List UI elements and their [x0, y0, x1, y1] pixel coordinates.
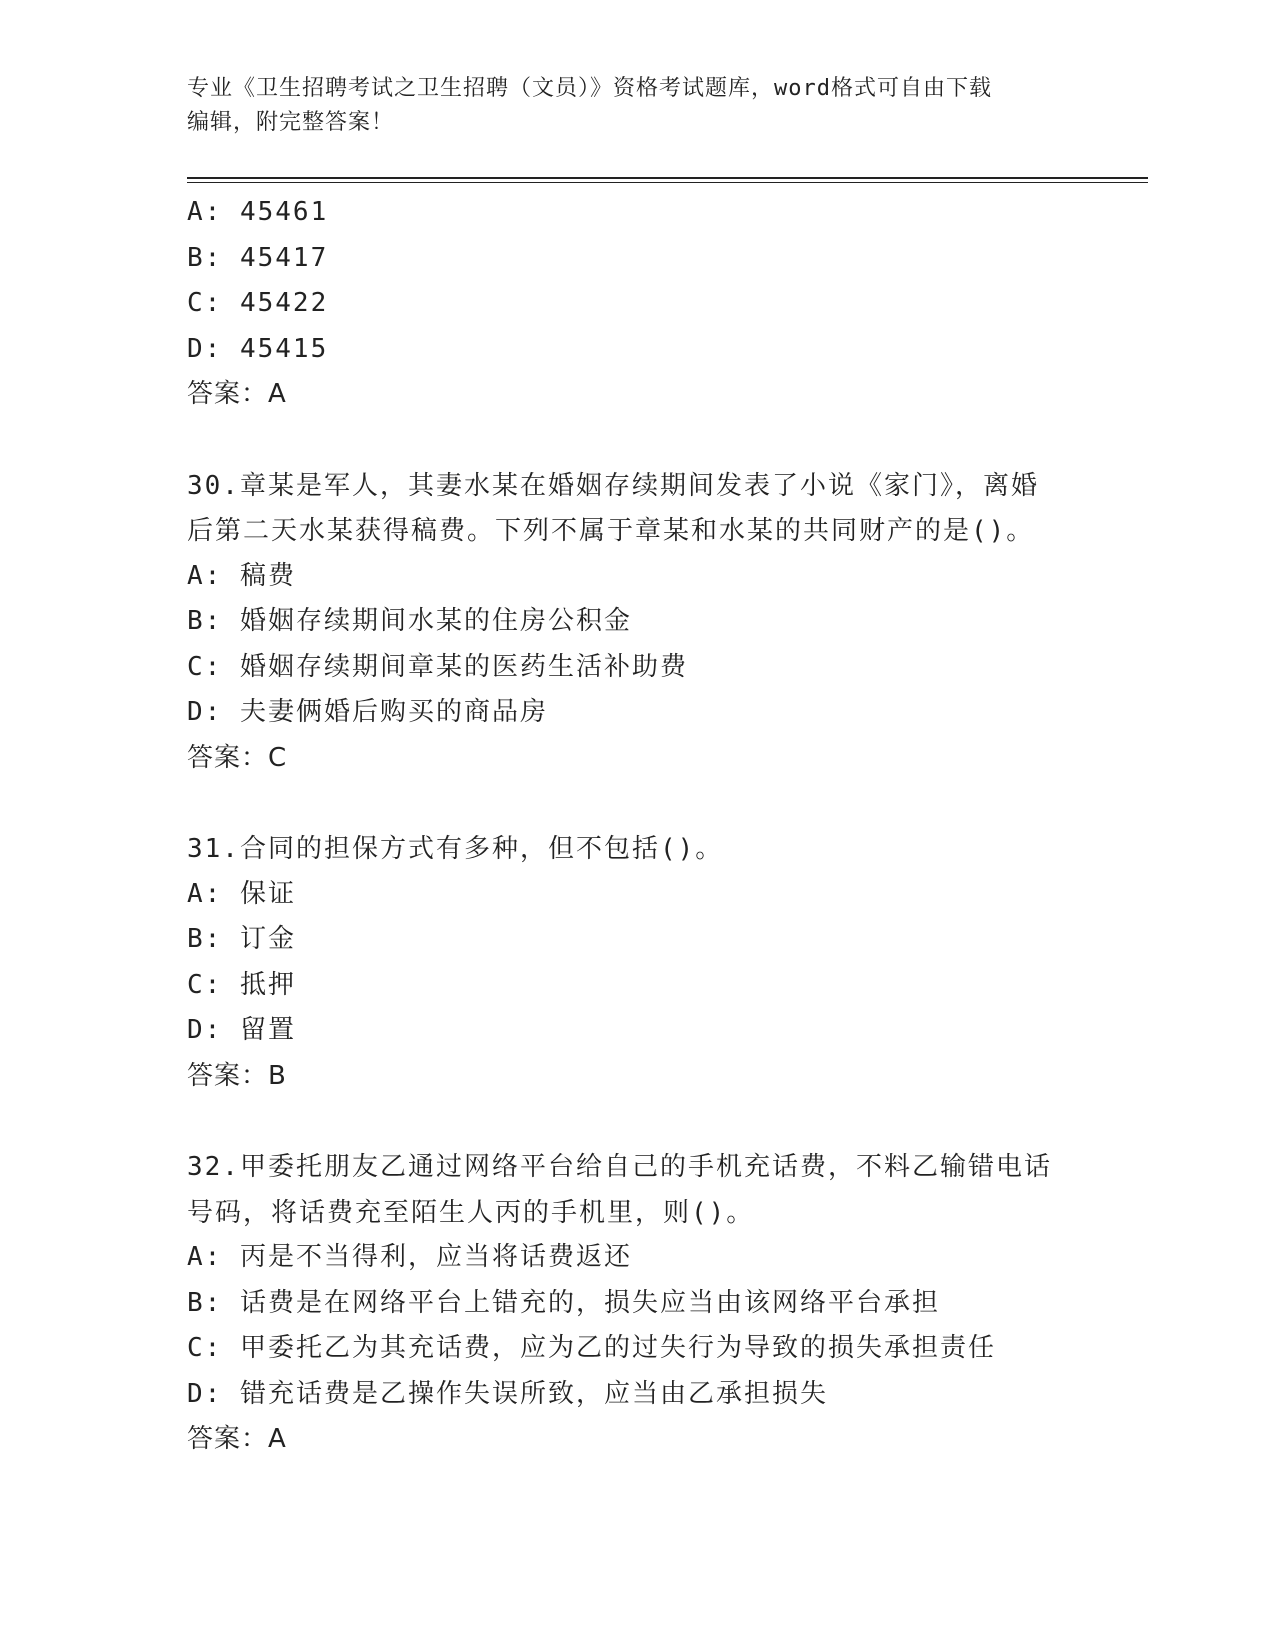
page-header [187, 72, 1087, 140]
option-text: 婚姻存续期间水某的住房公积金 [239, 606, 632, 636]
answer-line: 答案：A [187, 1424, 287, 1454]
option-label: C [187, 1333, 205, 1363]
option-text: 夫妻俩婚后购买的商品房 [239, 697, 548, 727]
option-label: B [187, 606, 205, 636]
option-d: D: 错充话费是乙操作失误所致，应当由乙承担损失 [187, 1378, 828, 1409]
option-d: D: 夫妻俩婚后购买的商品房 [187, 697, 548, 727]
option-a: A: 保证 [187, 878, 296, 909]
question-text-line: 号码，将话费充至陌生人丙的手机里，则()。 [187, 1197, 755, 1228]
option-b: B: 45417 [187, 242, 329, 273]
option-d: D: 留置 [187, 1015, 296, 1045]
question-text-line: 30.章某是军人，其妻水某在婚姻存续期间发表了小说《家门》，离婚 [187, 470, 1039, 501]
option-text: 45415 [239, 333, 329, 364]
option-label: A [187, 1242, 205, 1272]
option-text: 订金 [239, 924, 296, 954]
question-list [187, 190, 1107, 1463]
question-text-line: 32.甲委托朋友乙通过网络平台给自己的手机充话费，不料乙输错电话 [187, 1152, 1052, 1182]
option-a: A: 45461 [187, 197, 329, 227]
option-text: 45422 [239, 288, 329, 318]
option-b: B: 婚姻存续期间水某的住房公积金 [187, 606, 632, 636]
option-label: B [187, 1287, 205, 1318]
option-label: A [187, 560, 205, 591]
option-label: C [187, 651, 205, 682]
option-label: D [187, 1015, 205, 1045]
question-block-continued [187, 190, 1107, 418]
option-label: A [187, 878, 205, 909]
option-text: 稿费 [239, 560, 296, 591]
option-label: D [187, 333, 205, 364]
option-text: 丙是不当得利，应当将话费返还 [239, 1242, 632, 1272]
option-c: C: 婚姻存续期间章某的医药生活补助费 [187, 651, 688, 682]
option-text: 45461 [239, 197, 329, 227]
question-text-line: 31.合同的担保方式有多种，但不包括()。 [187, 834, 724, 864]
option-text: 保证 [239, 878, 296, 909]
option-d: D: 45415 [187, 333, 329, 364]
option-label: D [187, 697, 205, 727]
option-text: 话费是在网络平台上错充的，损失应当由该网络平台承担 [239, 1287, 940, 1318]
option-c: C: 抵押 [187, 969, 296, 1000]
question-block-30 [187, 463, 1107, 782]
header-line-1: 专业《卫生招聘考试之卫生招聘（文员）》资格考试题库，word格式可自由下载 [187, 76, 992, 101]
option-c: C: 甲委托乙为其充话费，应为乙的过失行为导致的损失承担责任 [187, 1333, 996, 1363]
option-text: 抵押 [239, 969, 296, 1000]
option-text: 留置 [239, 1015, 296, 1045]
option-text: 甲委托乙为其充话费，应为乙的过失行为导致的损失承担责任 [239, 1333, 996, 1363]
answer-line: 答案：C [187, 742, 288, 773]
option-label: A [187, 197, 205, 227]
header-divider [187, 177, 1148, 179]
option-label: B [187, 924, 205, 954]
option-text: 错充话费是乙操作失误所致，应当由乙承担损失 [239, 1378, 828, 1409]
option-label: C [187, 288, 205, 318]
option-a: A: 稿费 [187, 560, 296, 591]
question-block-32 [187, 1144, 1107, 1463]
answer-line: 答案：A [187, 379, 287, 409]
option-a: A: 丙是不当得利，应当将话费返还 [187, 1242, 632, 1272]
option-text: 婚姻存续期间章某的医药生活补助费 [239, 651, 688, 682]
header-line-2: 编辑，附完整答案！ [187, 110, 395, 135]
option-b: B: 话费是在网络平台上错充的，损失应当由该网络平台承担 [187, 1287, 940, 1318]
option-label: B [187, 242, 205, 273]
header-divider-thin [187, 182, 1148, 183]
option-b: B: 订金 [187, 924, 296, 954]
answer-line: 答案：B [187, 1060, 287, 1091]
question-text-line: 后第二天水某获得稿费。下列不属于章某和水某的共同财产的是()。 [187, 516, 1035, 546]
question-block-31 [187, 826, 1107, 1099]
option-label: C [187, 969, 205, 1000]
option-label: D [187, 1378, 205, 1409]
option-text: 45417 [239, 242, 329, 273]
option-c: C: 45422 [187, 288, 329, 318]
